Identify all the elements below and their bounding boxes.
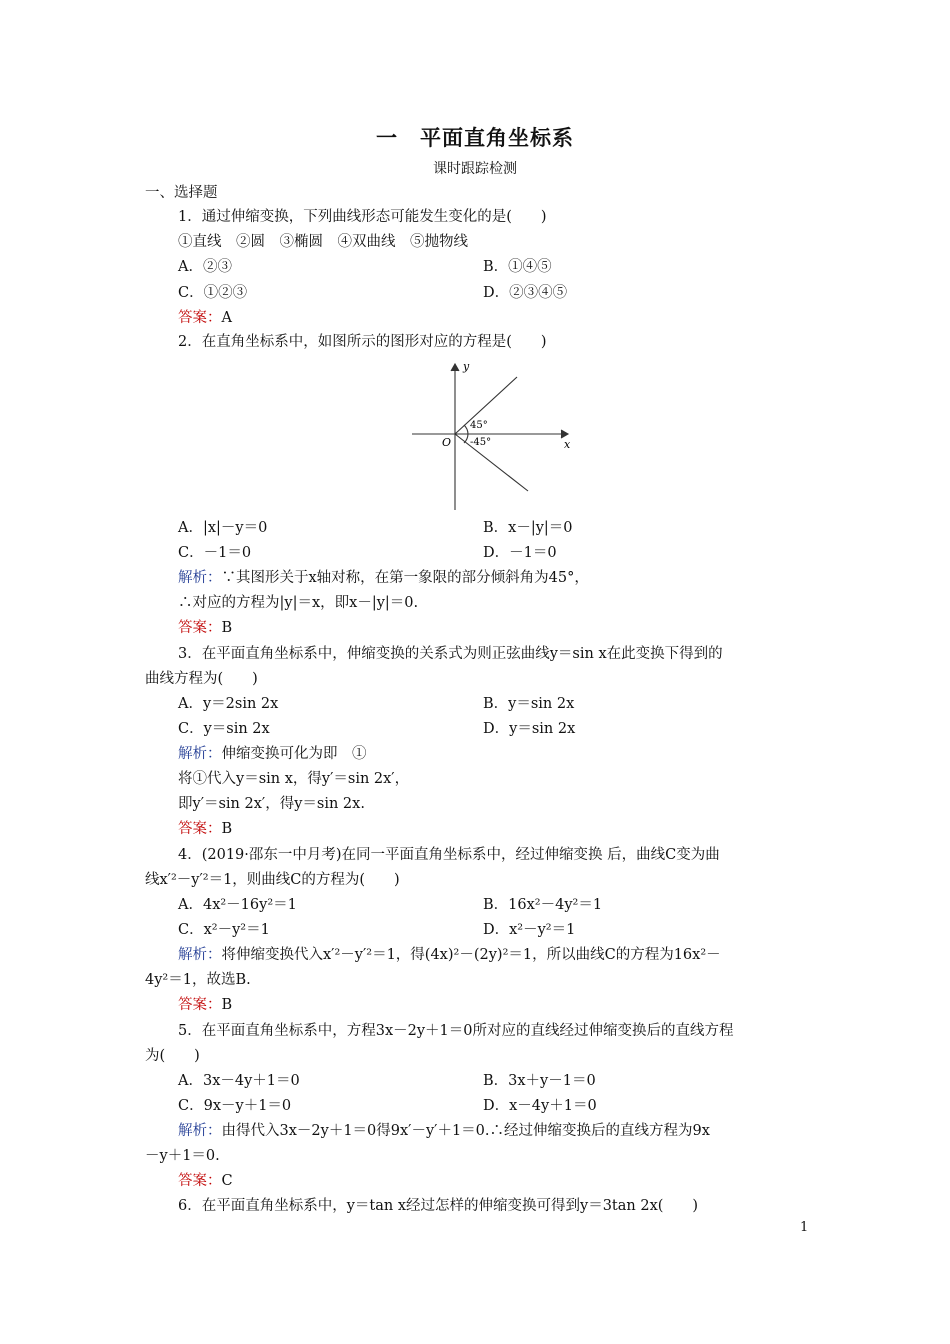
q3-analysis-2: 将①代入y＝sin x，得y′＝sin 2x′， (178, 771, 410, 787)
q2-answer (178, 618, 232, 638)
q4-option-b: B．16x²－4y²＝1 (483, 897, 603, 913)
answer-label: 答案： (178, 997, 222, 1013)
q2-option-a: A．|x|－y＝0 (178, 520, 268, 536)
q5-option-d: D．x－4y＋1＝0 (483, 1098, 597, 1114)
q1-stem: 1．通过伸缩变换，下列曲线形态可能发生变化的是( ) (178, 209, 547, 225)
page-number: 1 (800, 1220, 809, 1235)
analysis-label: 解析： (178, 947, 222, 963)
answer-value: B (221, 620, 233, 636)
q3-option-c: C．y＝sin 2x (178, 721, 270, 737)
q1-option-c: C．①②③ (178, 285, 248, 301)
ray-lower (455, 434, 528, 491)
analysis-text: ∵其图形关于x轴对称，在第一象限的部分倾斜角为45°， (221, 570, 589, 586)
q5-analysis-2: －y＋1＝0. (145, 1148, 220, 1164)
q3-answer (178, 819, 232, 839)
answer-value: B (221, 997, 233, 1013)
analysis-label: 解析： (178, 1123, 222, 1139)
q5-analysis-1 (178, 1121, 710, 1141)
origin-label: O (442, 436, 452, 449)
angle-label-upper: 45° (470, 420, 488, 431)
q1-option-a: A．②③ (178, 259, 232, 275)
answer-value: C (221, 1173, 233, 1189)
q2-option-b: B．x－|y|＝0 (483, 520, 573, 536)
answer-value: B (221, 821, 233, 837)
q4-stem-2: 线x′²－y′²＝1，则曲线C的方程为( ) (145, 872, 400, 888)
q4-option-c: C．x²－y²＝1 (178, 922, 270, 938)
q4-analysis-2: 4y²＝1，故选B. (145, 972, 251, 988)
answer-label: 答案： (178, 620, 222, 636)
q2-figure (400, 358, 590, 516)
y-axis-label: y (463, 360, 470, 373)
q3-stem-2: 曲线方程为( ) (145, 671, 258, 687)
q2-analysis-2: ∴对应的方程为|y|＝x，即x－|y|＝0. (178, 595, 419, 611)
angle-label-lower: -45° (470, 437, 492, 448)
q3-option-b: B．y＝sin 2x (483, 696, 575, 712)
analysis-text: 由得代入3x－2y＋1＝0得9x′－y′＋1＝0.∴经过伸缩变换后的直线方程为9x (221, 1123, 710, 1139)
q1-option-b: B．①④⑤ (483, 259, 552, 275)
q1-items: ①直线 ②圆 ③椭圆 ④双曲线 ⑤抛物线 (178, 234, 468, 250)
angle-arc-upper (464, 425, 468, 434)
q4-stem-1: 4．(2019·邵东一中月考)在同一平面直角坐标系中，经过伸缩变换 后，曲线C变为曲 (178, 847, 720, 863)
x-axis-label: x (564, 438, 571, 451)
answer-label: 答案： (178, 310, 222, 326)
angle-arc-lower (464, 434, 468, 443)
answer-label: 答案： (178, 821, 222, 837)
x-arrow-icon (561, 430, 568, 438)
q4-answer (178, 995, 232, 1015)
analysis-label: 解析： (178, 746, 222, 762)
analysis-text: 将伸缩变换代入x′²－y′²＝1，得(4x)²－(2y)²＝1，所以曲线C的方程为16x²－ (221, 947, 721, 963)
q2-analysis-1 (178, 568, 589, 588)
q6-stem: 6．在平面直角坐标系中，y＝tan x经过怎样的伸缩变换可得到y＝3tan 2x( ) (178, 1198, 699, 1214)
q1-answer (178, 308, 232, 328)
answer-label: 答案： (178, 1173, 222, 1189)
q4-option-a: A．4x²－16y²＝1 (178, 897, 297, 913)
q3-stem-1: 3．在平面直角坐标系中，伸缩变换的关系式为则正弦曲线y＝sin x在此变换下得到的 (178, 646, 723, 662)
q2-stem: 2．在直角坐标系中，如图所示的图形对应的方程是( ) (178, 334, 547, 350)
q5-option-c: C．9x－y＋1＝0 (178, 1098, 292, 1114)
analysis-label: 解析： (178, 570, 222, 586)
q1-option-d: D．②③④⑤ (483, 285, 568, 301)
q3-analysis-1 (178, 744, 367, 764)
q2-option-d: D．－1＝0 (483, 545, 557, 561)
q4-analysis-1 (178, 945, 721, 965)
page-title: 一 平面直角坐标系 (376, 125, 574, 150)
q5-option-b: B．3x＋y－1＝0 (483, 1073, 596, 1089)
y-arrow-icon (451, 364, 459, 371)
analysis-text: 伸缩变换可化为即 ① (221, 746, 367, 762)
q3-option-d: D．y＝sin 2x (483, 721, 576, 737)
q5-stem-1: 5．在平面直角坐标系中，方程3x－2y＋1＝0所对应的直线经过伸缩变换后的直线方程 (178, 1023, 734, 1039)
answer-value: A (221, 310, 232, 326)
section-heading: 一、选择题 (145, 185, 218, 201)
page-subtitle: 课时跟踪检测 (433, 161, 517, 177)
q2-option-c: C．－1＝0 (178, 545, 252, 561)
q3-analysis-3: 即y′＝sin 2x′，得y＝sin 2x. (178, 796, 365, 812)
q5-option-a: A．3x－4y＋1＝0 (178, 1073, 300, 1089)
q5-stem-2: 为( ) (145, 1048, 200, 1064)
q4-option-d: D．x²－y²＝1 (483, 922, 576, 938)
q5-answer (178, 1171, 233, 1191)
q3-option-a: A．y＝2sin 2x (178, 696, 279, 712)
